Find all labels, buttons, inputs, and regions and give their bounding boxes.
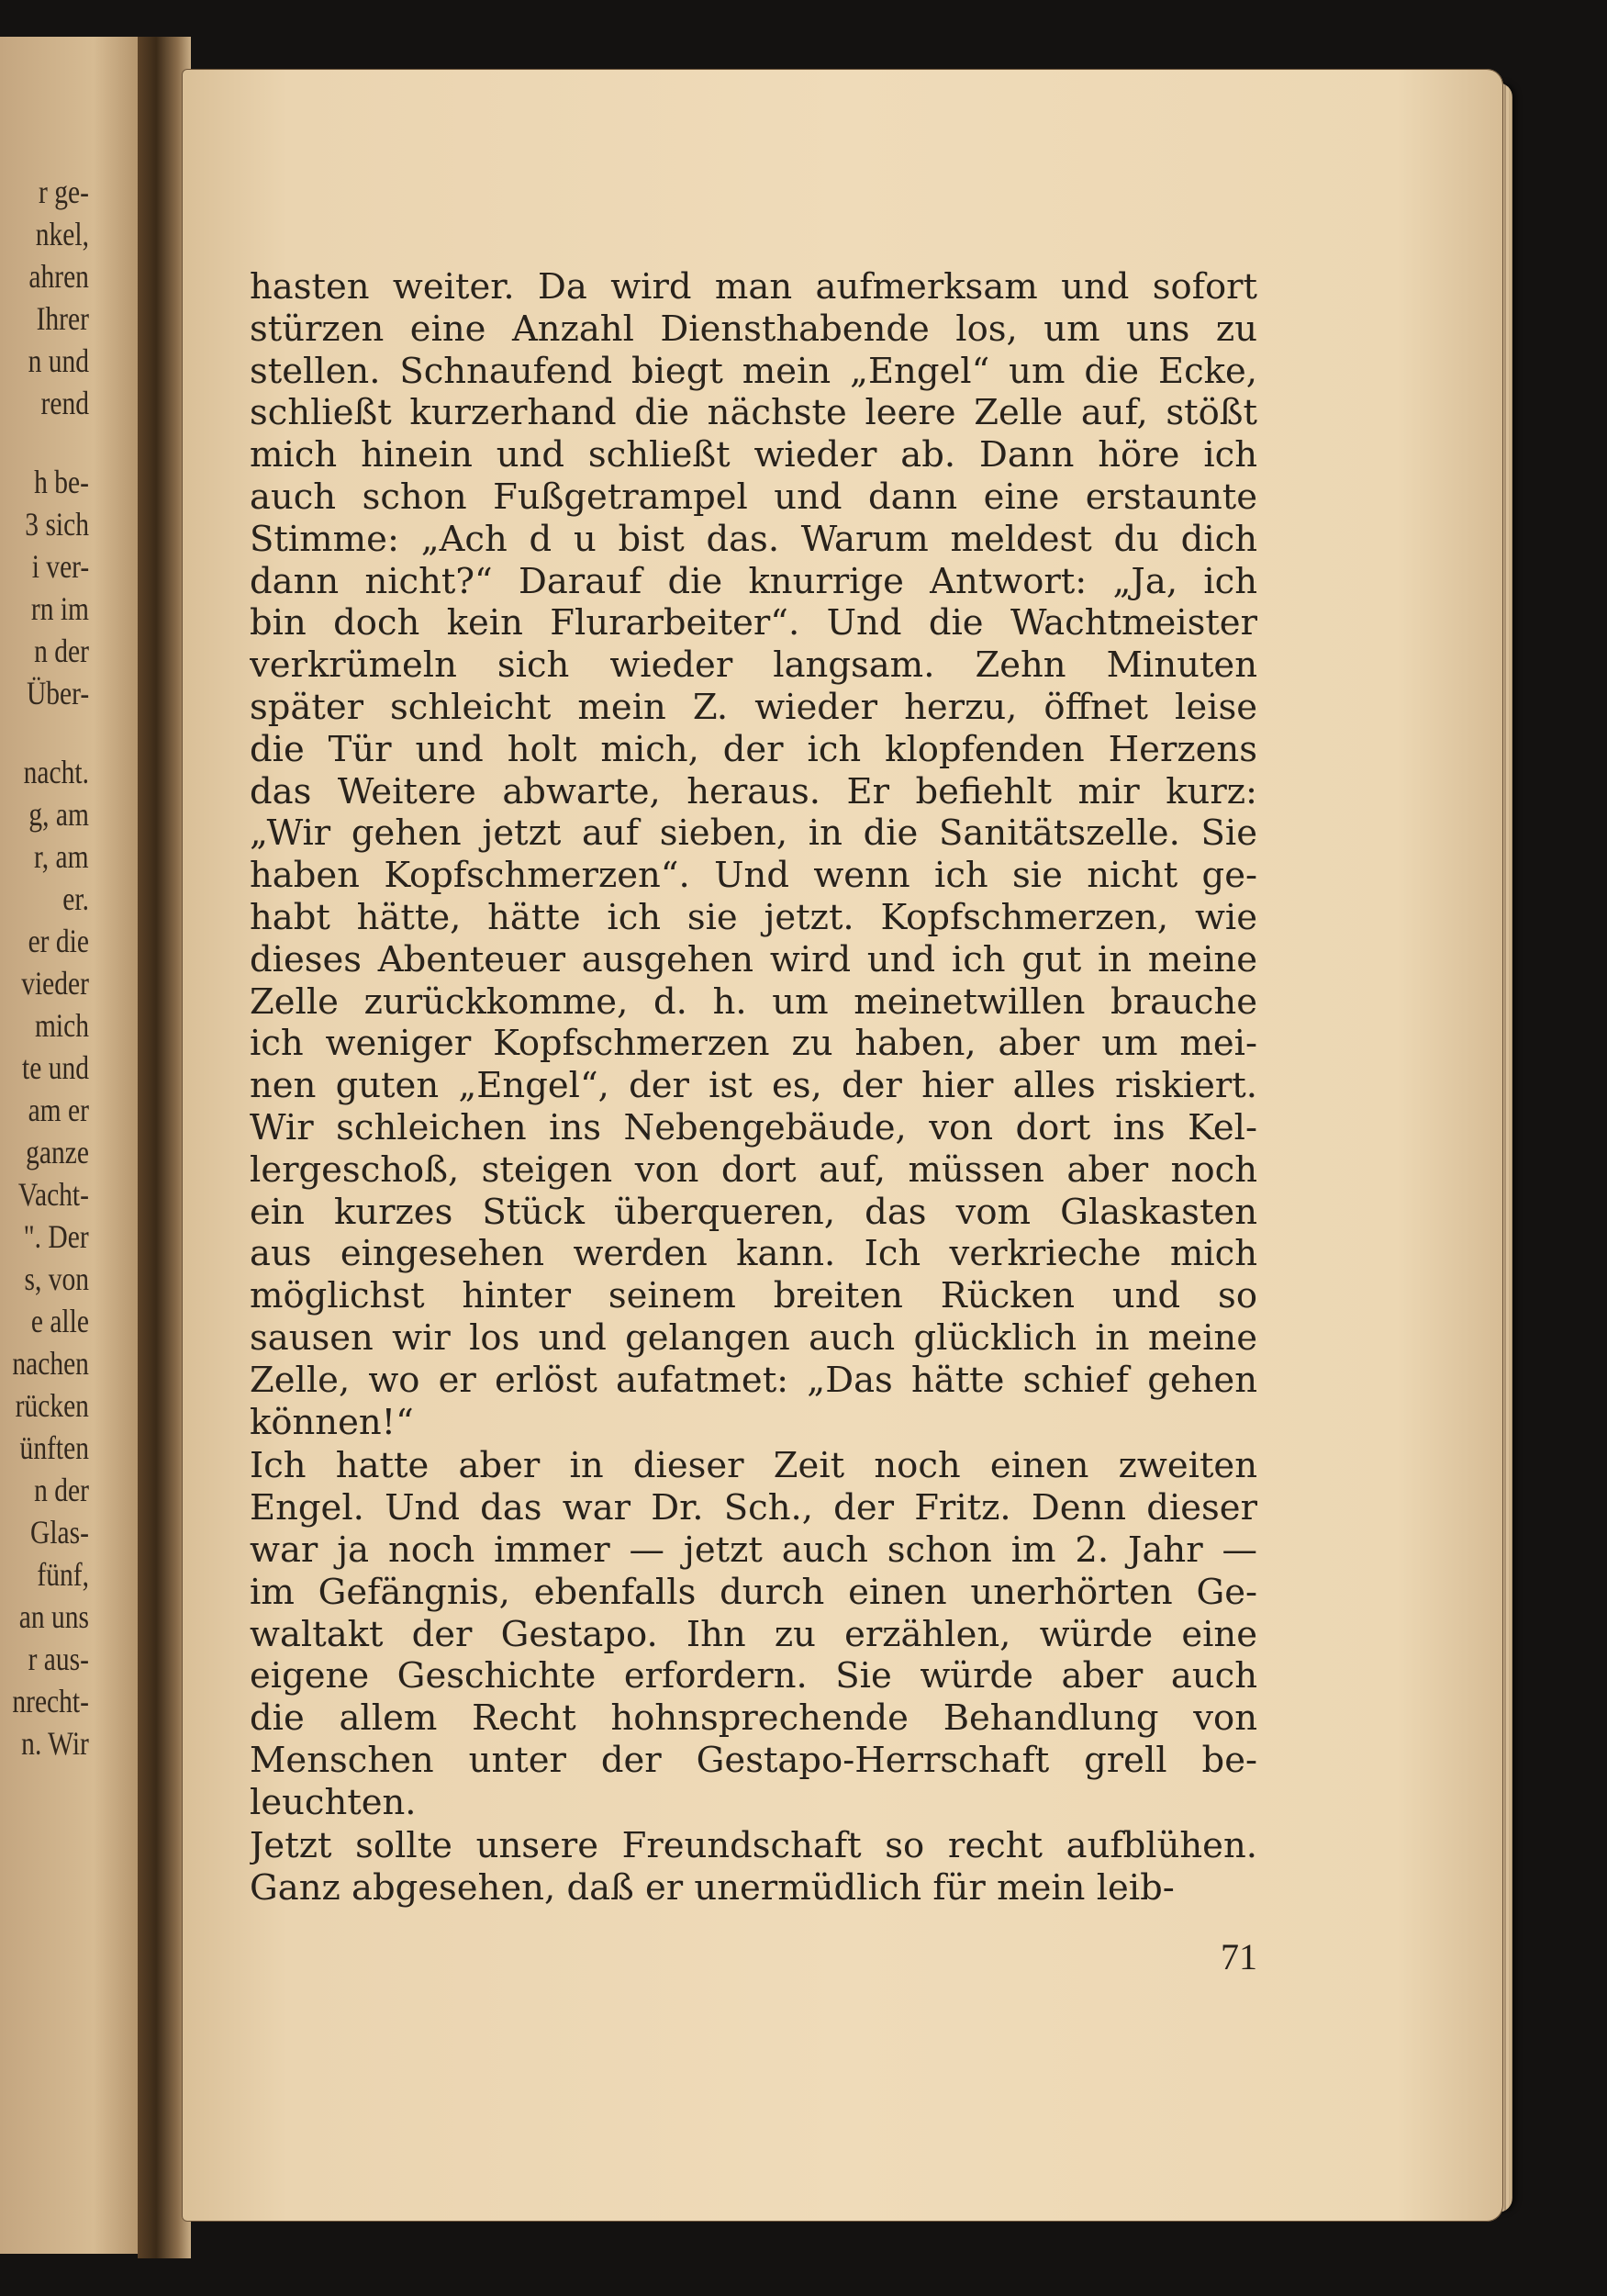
left-page-fragment: rücken bbox=[15, 1387, 89, 1424]
text-line: dann nicht?“ Darauf die knurrige Antwort: „Ja, ich bbox=[250, 560, 1257, 602]
text-line: mich hinein und schließt wieder ab. Dann höre ich bbox=[250, 434, 1257, 476]
text-line: aus eingesehen werden kann. Ich verkrieche mich bbox=[250, 1233, 1257, 1275]
left-page-fragment: mich bbox=[34, 1007, 89, 1044]
left-page-fragment: r, am bbox=[34, 838, 89, 875]
text-line: ich weniger Kopfschmerzen zu haben, aber um mei- bbox=[250, 1023, 1257, 1065]
left-page-fragment: nrecht- bbox=[12, 1683, 89, 1719]
left-page-fragment: n der bbox=[34, 633, 89, 669]
left-page-fragment: er. bbox=[62, 880, 89, 917]
left-page-fragment: ganze bbox=[26, 1134, 89, 1170]
page-body-text bbox=[250, 266, 1257, 1910]
left-page-fragment: er die bbox=[28, 923, 89, 959]
text-line: war ja noch immer — jetzt auch schon im 2. Jahr — bbox=[250, 1529, 1257, 1571]
left-page-fragment: vieder bbox=[21, 965, 89, 1002]
left-page-fragment: Ihrer bbox=[36, 300, 89, 337]
text-line: dieses Abenteuer ausgehen wird und ich gut in meine bbox=[250, 938, 1257, 980]
text-line: möglichst hinter seinem breiten Rücken und so bbox=[250, 1275, 1257, 1317]
left-page-fragment: ". Der bbox=[23, 1218, 89, 1255]
left-page-fragment: an uns bbox=[18, 1598, 89, 1635]
text-line: bin doch kein Flurarbeiter“. Und die Wachtmeister bbox=[250, 602, 1257, 644]
left-page-fragment: g, am bbox=[28, 796, 89, 833]
text-line: ein kurzes Stück überqueren, das vom Glaskasten bbox=[250, 1191, 1257, 1233]
left-page-fragment: nachen bbox=[12, 1345, 89, 1382]
text-line: verkrümeln sich wieder langsam. Zehn Minuten bbox=[250, 644, 1257, 687]
text-line: lergeschoß, steigen von dort auf, müssen aber noch bbox=[250, 1148, 1257, 1191]
left-page-fragment: Über- bbox=[26, 675, 89, 711]
left-page-fragment: s, von bbox=[24, 1260, 89, 1297]
text-line: Ganz abgesehen, daß er unermüdlich für mein leib- bbox=[250, 1867, 1175, 1910]
text-line: hasten weiter. Da wird man aufmerksam und sofort bbox=[250, 266, 1257, 308]
paragraph bbox=[250, 1445, 1257, 1823]
text-line: stürzen eine Anzahl Diensthabende los, um uns zu bbox=[250, 308, 1257, 350]
text-line: leuchten. bbox=[250, 1781, 417, 1823]
text-line: Zelle zurückkomme, d. h. um meinetwillen brauche bbox=[250, 980, 1257, 1023]
text-line: Stimme: „Ach d u bist das. Warum meldest du dich bbox=[250, 518, 1257, 560]
left-page-fragment: i ver- bbox=[31, 548, 89, 585]
text-line: habt hätte, hätte ich sie jetzt. Kopfschmerzen, wie bbox=[250, 896, 1257, 938]
left-page-fragment: rend bbox=[40, 385, 89, 421]
text-line: Ich hatte aber in dieser Zeit noch einen zweiten bbox=[250, 1445, 1257, 1487]
text-line: die Tür und holt mich, der ich klopfenden Herzens bbox=[250, 728, 1257, 770]
left-page-fragment: Glas- bbox=[30, 1514, 89, 1551]
left-page-fragment: te und bbox=[22, 1049, 89, 1086]
left-page-fragment: n der bbox=[34, 1472, 89, 1508]
left-page-fragment: am er bbox=[28, 1092, 89, 1128]
left-page-fragment: Vacht- bbox=[17, 1176, 89, 1213]
text-line: nen guten „Engel“, der ist es, der hier alles riskiert. bbox=[250, 1065, 1257, 1107]
left-page-fragment: ahren bbox=[28, 258, 89, 295]
text-line: Engel. Und das war Dr. Sch., der Fritz. Denn dieser bbox=[250, 1487, 1257, 1529]
text-line: die allem Recht hohnsprechende Behandlung von bbox=[250, 1697, 1257, 1740]
page-number: 71 bbox=[1221, 1936, 1257, 1977]
left-page-fragment: rn im bbox=[30, 590, 89, 627]
text-line: auch schon Fußgetrampel und dann eine erstaunte bbox=[250, 476, 1257, 518]
left-page-fragment: e alle bbox=[30, 1303, 89, 1339]
text-line: haben Kopfschmerzen“. Und wenn ich sie nicht ge- bbox=[250, 855, 1257, 897]
text-line: Wir schleichen ins Nebengebäude, von dort ins Kel- bbox=[250, 1106, 1257, 1148]
text-line: stellen. Schnaufend biegt mein „Engel“ um die Ecke, bbox=[250, 350, 1257, 392]
text-line: schließt kurzerhand die nächste leere Zelle auf, stößt bbox=[250, 392, 1257, 434]
left-page-fragment: h be- bbox=[34, 464, 89, 500]
left-page-fragment: n und bbox=[28, 342, 89, 379]
left-page-fragment: nacht. bbox=[23, 754, 89, 790]
text-line: Zelle, wo er erlöst aufatmet: „Das hätte schief gehen bbox=[250, 1359, 1257, 1401]
text-line: im Gefängnis, ebenfalls durch einen unerhörten Ge- bbox=[250, 1571, 1257, 1613]
left-page-fragment: n. Wir bbox=[21, 1725, 89, 1762]
text-line: das Weitere abwarte, heraus. Er befiehlt mir kurz: bbox=[250, 770, 1257, 812]
paragraph bbox=[250, 1825, 1257, 1910]
text-line: Menschen unter der Gestapo-Herrschaft grell be- bbox=[250, 1739, 1257, 1781]
paragraph bbox=[250, 266, 1257, 1443]
text-line: eigene Geschichte erfordern. Sie würde aber auch bbox=[250, 1655, 1257, 1697]
left-page-fragment: nkel, bbox=[35, 216, 89, 252]
text-line: „Wir gehen jetzt auf sieben, in die Sanitätszelle. Sie bbox=[250, 812, 1257, 855]
left-page-fragment: 3 sich bbox=[25, 506, 89, 543]
text-line: können!“ bbox=[250, 1401, 414, 1443]
left-page-fragment: r ge- bbox=[39, 174, 89, 210]
left-page-fragment: ünften bbox=[19, 1429, 89, 1466]
text-line: sausen wir los und gelangen auch glücklich in meine bbox=[250, 1316, 1257, 1359]
text-line: waltakt der Gestapo. Ihn zu erzählen, würde eine bbox=[250, 1613, 1257, 1655]
text-line: Jetzt sollte unsere Freundschaft so recht aufblühen. bbox=[250, 1825, 1257, 1867]
text-line: später schleicht mein Z. wieder herzu, öffnet leise bbox=[250, 686, 1257, 728]
left-page-fragment: r aus- bbox=[28, 1641, 89, 1677]
left-page-fragment: fünf, bbox=[37, 1556, 89, 1593]
